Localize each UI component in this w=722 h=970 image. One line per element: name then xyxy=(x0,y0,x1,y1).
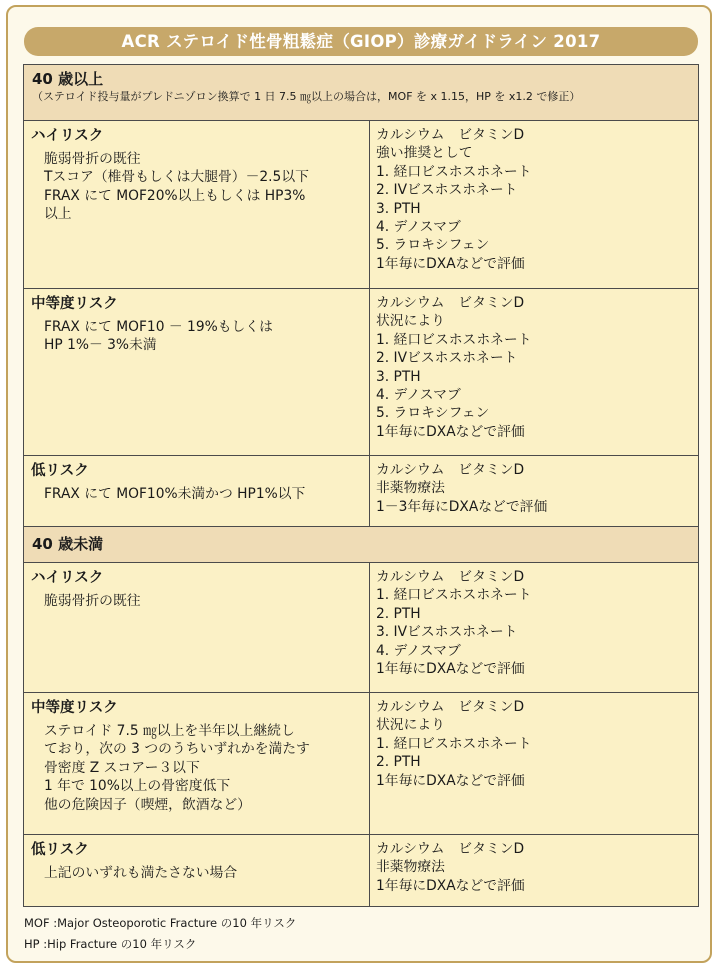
treatment-line: 1年毎にDXAなどで評価 xyxy=(376,255,525,272)
treatment-line: 1年毎にDXAなどで評価 xyxy=(376,772,525,789)
treatment-line: 1. 経口ビスホスホネート xyxy=(376,331,532,348)
criteria-cell xyxy=(24,456,370,527)
treatment-line: 4. デノスマブ xyxy=(376,642,461,659)
risk-label: 中等度リスク xyxy=(31,296,118,312)
risk-label: 低リスク xyxy=(31,842,89,858)
criteria-line: 上記のいずれも満たさない場合 xyxy=(44,865,238,881)
risk-row-moderate-40-over xyxy=(24,289,699,456)
risk-row-low-under-40 xyxy=(24,835,699,907)
treatment-line: 5. ラロキシフェン xyxy=(376,405,490,422)
criteria-line: HP 1%－ 3%未満 xyxy=(44,337,157,354)
treatment-line: 1－3年毎にDXAなどで評価 xyxy=(376,498,548,515)
treatment-line: 1. 経口ビスホスホネート xyxy=(376,587,532,604)
guideline-title: ACR ステロイド性骨粗鬆症（GIOP）診療ガイドライン 2017 xyxy=(24,27,698,56)
criteria-cell xyxy=(24,835,370,907)
criteria-line: 1 年で 10%以上の骨密度低下 xyxy=(44,778,231,795)
treatment-line: 1. 経口ビスホスホネート xyxy=(376,735,532,752)
treatment-line: カルシウム ビタミンD xyxy=(376,462,525,478)
treatment-line: 2. PTH xyxy=(376,754,421,771)
risk-row-high-under-40 xyxy=(24,563,699,693)
section-header-under-40 xyxy=(24,527,699,563)
criteria-cell xyxy=(24,121,370,289)
criteria-line: 脆弱骨折の既往 xyxy=(44,151,141,167)
criteria-line: FRAX にて MOF10%未満かつ HP1%以下 xyxy=(44,486,306,502)
treatment-line: カルシウム ビタミンD xyxy=(376,841,525,857)
treatment-cell xyxy=(370,289,699,456)
section-heading: 40 歳以上 xyxy=(32,70,104,88)
treatment-line: 1. 経口ビスホスホネート xyxy=(376,163,532,180)
treatment-line: 1年毎にDXAなどで評価 xyxy=(376,877,525,894)
treatment-line: 4. デノスマブ xyxy=(376,219,461,236)
treatment-cell xyxy=(370,563,699,693)
section-header-40-and-over xyxy=(24,65,699,121)
treatment-line: カルシウム ビタミンD xyxy=(376,569,525,585)
guideline-table xyxy=(23,64,699,907)
risk-row-high-40-over xyxy=(24,121,699,289)
treatment-line: 1年毎にDXAなどで評価 xyxy=(376,423,525,440)
criteria-cell xyxy=(24,289,370,456)
treatment-line: カルシウム ビタミンD xyxy=(376,295,525,311)
dose-adjustment-note: （ステロイド投与量がプレドニゾロン換算で 1 日 7.5 ㎎以上の場合は，MOF を x 1.15，HP を x1.2 で修正） xyxy=(32,90,581,103)
criteria-cell xyxy=(24,563,370,693)
treatment-line: 状況により xyxy=(376,717,445,734)
treatment-line: 3. PTH xyxy=(376,200,421,217)
criteria-line: 脆弱骨折の既往 xyxy=(44,593,141,609)
criteria-line: FRAX にて MOF20%以上もしくは HP3% xyxy=(44,187,306,204)
treatment-cell xyxy=(370,693,699,835)
treatment-line: 2. PTH xyxy=(376,605,421,622)
criteria-line: 骨密度 Z スコアー３以下 xyxy=(44,759,200,776)
criteria-cell xyxy=(24,693,370,835)
treatment-line: 状況により xyxy=(376,313,445,330)
treatment-cell xyxy=(370,456,699,527)
treatment-line: カルシウム ビタミンD xyxy=(376,699,525,715)
criteria-line: Tスコア（椎骨もしくは大腿骨）－2.5以下 xyxy=(44,169,309,186)
treatment-cell xyxy=(370,121,699,289)
treatment-line: 非薬物療法 xyxy=(376,859,445,876)
treatment-line: 4. デノスマブ xyxy=(376,387,461,404)
treatment-line: 2. IVビスホスホネート xyxy=(376,350,518,367)
risk-row-moderate-under-40 xyxy=(24,693,699,835)
treatment-line: 3. IVビスホスホネート xyxy=(376,624,518,641)
treatment-line: 強い推奨として xyxy=(376,145,473,162)
criteria-line: FRAX にて MOF10 － 19%もしくは xyxy=(44,319,273,335)
treatment-line: 2. IVビスホスホネート xyxy=(376,182,518,199)
section-heading: 40 歳未満 xyxy=(32,535,104,553)
risk-label: 低リスク xyxy=(31,463,89,479)
risk-row-low-40-over xyxy=(24,456,699,527)
treatment-line: カルシウム ビタミンD xyxy=(376,127,525,143)
treatment-line: 5. ラロキシフェン xyxy=(376,237,490,254)
risk-label: ハイリスク xyxy=(31,128,104,144)
treatment-line: 1年毎にDXAなどで評価 xyxy=(376,661,525,678)
criteria-line: ステロイド 7.5 ㎎以上を半年以上継続し xyxy=(44,723,295,739)
criteria-line: 以上 xyxy=(44,206,72,223)
risk-label: ハイリスク xyxy=(31,570,104,586)
treatment-line: 非薬物療法 xyxy=(376,480,445,497)
risk-label: 中等度リスク xyxy=(31,700,118,716)
footnote-hp: HP :Hip Fracture の10 年リスク xyxy=(24,937,197,951)
footnotes xyxy=(24,913,296,955)
treatment-line: 3. PTH xyxy=(376,368,421,385)
criteria-line: 他の危険因子（喫煙，飲酒など） xyxy=(44,796,251,813)
criteria-line: ており，次の 3 つのうちいずれかを満たす xyxy=(44,741,310,758)
treatment-cell xyxy=(370,835,699,907)
footnote-mof: MOF :Major Osteoporotic Fracture の10 年リスク xyxy=(24,916,297,930)
